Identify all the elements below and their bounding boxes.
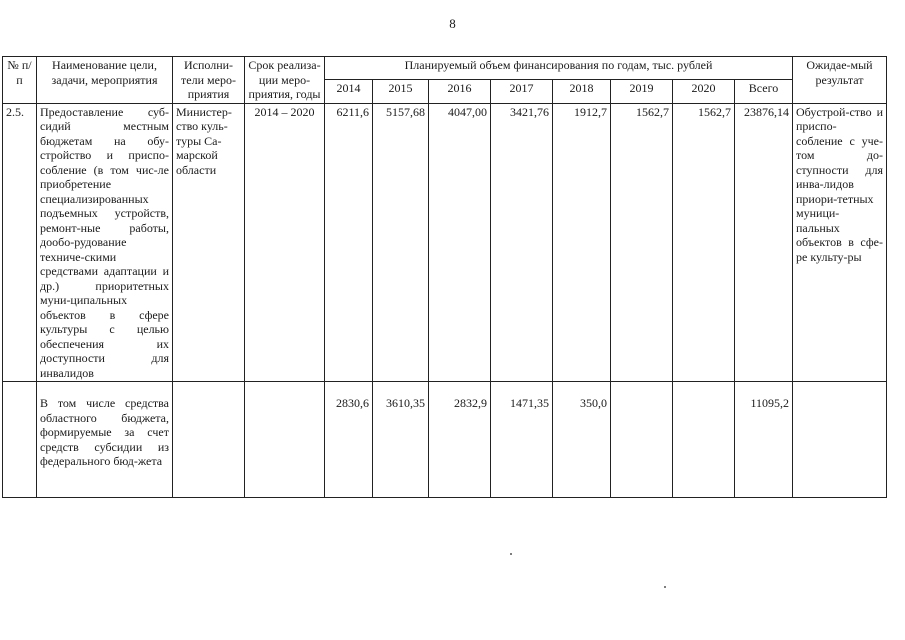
scan-speck — [664, 586, 666, 588]
header-year-2018: 2018 — [553, 80, 611, 103]
value-total: 23876,14 — [735, 103, 793, 382]
header-result: Ожидае-мый результат — [793, 57, 887, 104]
header-year-2016: 2016 — [429, 80, 491, 103]
value-2020: 1562,7 — [673, 103, 735, 382]
table-row — [3, 103, 887, 382]
scan-speck — [510, 553, 512, 555]
financing-table — [2, 56, 887, 498]
row-name: Предоставление суб-сидий местным бюджетам на обу-стройство и приспо-собление (в том чис-ле приобретение специализированных подъемных устройств, ремонт-ные работы, дообо-рудование техниче-скими средствами адаптации и др.) приоритетных муни-ципальных объектов в сфере культуры с целью обеспечения их доступности для инвалидов — [37, 103, 173, 382]
value-2019: 1562,7 — [611, 103, 673, 382]
sub-value-2020 — [673, 382, 735, 498]
header-year-2017: 2017 — [491, 80, 553, 103]
row-subname: В том числе средства областного бюджета, формируемые за счет средств субсидии из федерального бюд-жета — [37, 382, 173, 498]
header-period: Срок реализа-ции меро-приятия, годы — [245, 57, 325, 104]
header-year-2014: 2014 — [325, 80, 373, 103]
header-year-2020: 2020 — [673, 80, 735, 103]
row-result: Обустрой-ство и приспо-собление с уче-том до-ступности для инва-лидов приори-тетных муници-пальных объектов в сфе-ре культу-ры — [793, 103, 887, 382]
value-2018: 1912,7 — [553, 103, 611, 382]
header-year-2019: 2019 — [611, 80, 673, 103]
header-executors: Исполни-тели меро-приятия — [173, 57, 245, 104]
row-period: 2014 – 2020 — [245, 103, 325, 382]
sub-value-2018: 350,0 — [553, 382, 611, 498]
header-year-2015: 2015 — [373, 80, 429, 103]
value-2014: 6211,6 — [325, 103, 373, 382]
table-row — [3, 382, 887, 498]
sub-value-2019 — [611, 382, 673, 498]
value-2016: 4047,00 — [429, 103, 491, 382]
value-2017: 3421,76 — [491, 103, 553, 382]
sub-value-2014: 2830,6 — [325, 382, 373, 498]
row-executors: Министер-ство куль-туры Са-марской области — [173, 103, 245, 382]
sub-value-2016: 2832,9 — [429, 382, 491, 498]
sub-value-total: 11095,2 — [735, 382, 793, 498]
header-financing: Планируемый объем финансирования по годам, тыс. рублей — [325, 57, 793, 80]
page-number: 8 — [449, 16, 456, 31]
header-name: Наименование цели, задачи, мероприятия — [37, 57, 173, 104]
sub-value-2017: 1471,35 — [491, 382, 553, 498]
header-num: № п/п — [3, 57, 37, 104]
row-num: 2.5. — [3, 103, 37, 382]
value-2015: 5157,68 — [373, 103, 429, 382]
header-total: Всего — [735, 80, 793, 103]
sub-value-2015: 3610,35 — [373, 382, 429, 498]
